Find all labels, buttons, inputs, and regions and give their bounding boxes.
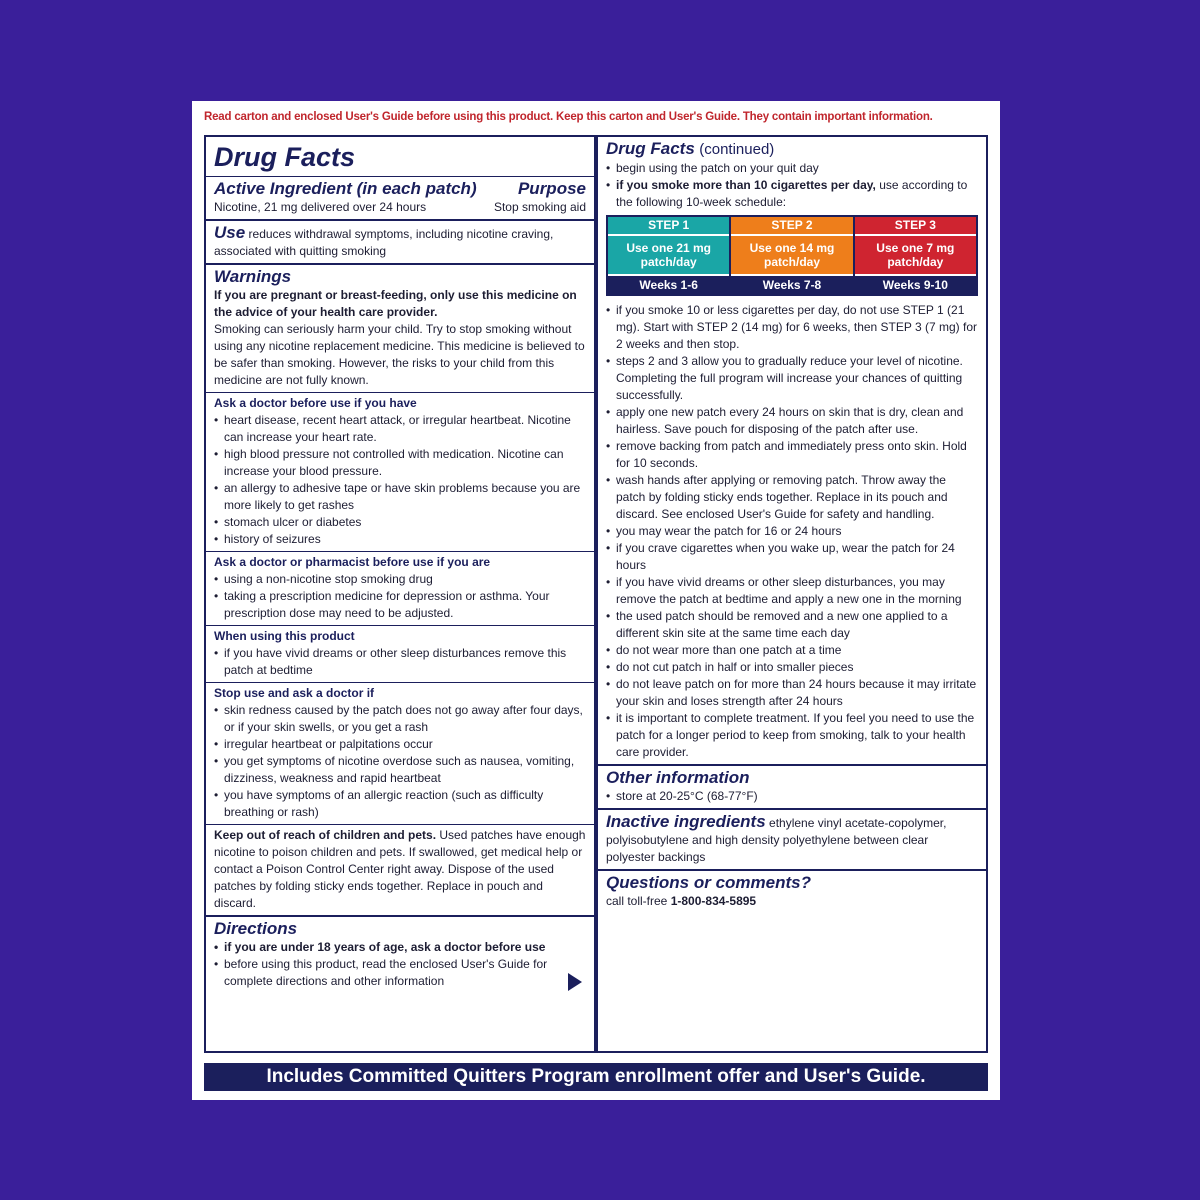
warnings-heading: Warnings [214,267,292,286]
inactive-ingredients-heading: Inactive ingredients [606,812,766,831]
list-item: • do not leave patch on for more than 24 hours because it may irritate your skin and loses strength after 24 hours [606,676,978,710]
list-item: • steps 2 and 3 allow you to gradually reduce your level of nicotine. Completing the full program will increase your chances of quitting successfully. [606,353,978,404]
warnings-section [206,265,594,393]
step-2-label: STEP 2 [731,217,852,236]
step-1-label: STEP 1 [608,217,729,236]
list-item: • taking a prescription medicine for depression or asthma. Your prescription dose may need to be adjusted. [214,588,586,622]
list-item: • it is important to complete treatment. If you feel you need to use the patch for a longer period to keep from smoking, talk to your health care provider. [606,710,978,761]
list-item: • if you smoke 10 or less cigarettes per day, do not use STEP 1 (21 mg). Start with STEP 2 (14 mg) for 6 weeks, then STEP 3 (7 mg) for 2 weeks and then stop. [606,302,978,353]
list-item: • if you are under 18 years of age, ask a doctor before use [214,939,586,956]
right-column [596,135,988,1053]
other-information-section [598,766,986,810]
left-column [204,135,596,1053]
bottom-offer-banner: Includes Committed Quitters Program enrollment offer and User's Guide. [204,1063,988,1091]
step-schedule-table [606,215,978,296]
list-item: • remove backing from patch and immediately press onto skin. Hold for 10 seconds. [606,438,978,472]
list-item: • an allergy to adhesive tape or have skin problems because you are more likely to get rashes [214,480,586,514]
step-2-dose: Use one 14 mg patch/day [731,236,852,274]
directions-heading: Directions [214,919,298,938]
step-1 [608,217,731,294]
other-information-list [606,788,978,805]
list-item: • heart disease, recent heart attack, or irregular heartbeat. Nicotine can increase your heart rate. [214,412,586,446]
questions-heading: Questions or comments? [606,873,811,892]
list-item: • history of seizures [214,531,586,548]
when-using-section [206,626,594,683]
questions-section [598,871,986,913]
ask-doctor-heading: Ask a doctor before use if you have [214,396,417,410]
keep-out-section [206,825,594,917]
questions-prefix: call toll-free [606,894,668,908]
step-2 [731,217,854,294]
step-3-label: STEP 3 [855,217,976,236]
list-item: • stomach ulcer or diabetes [214,514,586,531]
list-item: • you have symptoms of an allergic reaction (such as difficulty breathing or rash) [214,787,586,821]
list-item: • do not cut patch in half or into smaller pieces [606,659,978,676]
active-purpose: Stop smoking aid [493,200,586,214]
step-3-weeks: Weeks 9-10 [855,274,976,294]
list-item: • if you smoke more than 10 cigarettes per day, use according to the following 10-week schedule: [606,177,978,211]
list-item: • using a non-nicotine stop smoking drug [214,571,586,588]
inactive-ingredients-text: ethylene vinyl acetate-copolymer, polyisobutylene and high density polyethylene between clear polyester backings [606,816,947,864]
warnings-bold-text: If you are pregnant or breast-feeding, only use this medicine on the advice of your health care provider. [214,288,577,319]
ask-pharmacist-list [214,571,586,622]
continue-arrow-icon [568,973,582,991]
list-item: • skin redness caused by the patch does not go away after four days, or if your skin swells, or you get a rash [214,702,586,736]
list-item: • you may wear the patch for 16 or 24 hours [606,523,978,540]
ask-doctor-list [214,412,586,548]
title-section [206,137,594,177]
list-item: • do not wear more than one patch at a time [606,642,978,659]
active-ingredient-line: Nicotine, 21 mg delivered over 24 hours [214,200,427,214]
step-1-dose: Use one 21 mg patch/day [608,236,729,274]
intro-list [606,160,978,211]
step-2-weeks: Weeks 7-8 [731,274,852,294]
warnings-text: Smoking can seriously harm your child. Try to stop smoking without using any nicotine replacement medicine. This medicine is believed to be safer than smoking. However, the risks to your child from this medicine are not fully known. [214,322,585,387]
when-using-list [214,645,586,679]
purpose-heading: Purpose [517,179,586,198]
ask-pharmacist-heading: Ask a doctor or pharmacist before use if you are [214,555,491,569]
list-item: • apply one new patch every 24 hours on skin that is dry, clean and hairless. Save pouch for disposing of the patch after use. [606,404,978,438]
use-text: reduces withdrawal symptoms, including nicotine craving, associated with quitting smoking [214,227,554,258]
use-section [206,221,594,265]
directions-list [214,939,586,990]
drug-facts-continued-title: Drug Facts [606,139,695,158]
step-3 [855,217,976,294]
step-1-weeks: Weeks 1-6 [608,274,729,294]
list-item: • if you have vivid dreams or other sleep disturbances, you may remove the patch at bedtime and apply a new one in the morning [606,574,978,608]
active-ingredient-heading: Active Ingredient (in each patch) [214,179,477,198]
drug-facts-title: Drug Facts [214,142,356,172]
continued-section [598,137,986,766]
directions-section [206,917,594,997]
list-item: • wash hands after applying or removing patch. Throw away the patch by folding sticky ends together. Replace in its pouch and discard. See enclosed User's Guide for safety and handling. [606,472,978,523]
inactive-ingredients-section [598,810,986,871]
questions-phone: 1-800-834-5895 [670,894,757,908]
stop-use-heading: Stop use and ask a doctor if [214,686,375,700]
other-information-heading: Other information [606,768,750,787]
top-warning-banner: Read carton and enclosed User's Guide before using this product. Keep this carton and User's Guide. They contain important information. [204,111,933,123]
list-item: • you get symptoms of nicotine overdose such as nausea, vomiting, dizziness, weakness and rapid heartbeat [214,753,586,787]
continued-label: (continued) [699,141,775,158]
direction-details-list [606,302,978,761]
list-item: • store at 20-25°C (68-77°F) [606,788,978,805]
active-ingredient-section [206,177,594,221]
ask-doctor-section [206,393,594,552]
keep-out-text: Used patches have enough nicotine to poison children and pets. If swallowed, get medical help or contact a Poison Control Center right away. Dispose of the used patches by folding sticky ends together. Replace in pouch and discard. [214,828,586,910]
list-item: • before using this product, read the enclosed User's Guide for complete directions and other information [214,956,586,990]
list-item: • if you crave cigarettes when you wake up, wear the patch for 24 hours [606,540,978,574]
when-using-heading: When using this product [214,629,355,643]
use-heading: Use [214,223,246,242]
keep-out-heading: Keep out of reach of children and pets. [214,828,437,842]
stop-use-section [206,683,594,825]
ask-pharmacist-section [206,552,594,626]
list-item: • high blood pressure not controlled with medication. Nicotine can increase your blood pressure. [214,446,586,480]
drug-facts-panel [192,101,1000,1100]
list-item: • the used patch should be removed and a new one applied to a different skin site at the same time each day [606,608,978,642]
list-item: • irregular heartbeat or palpitations occur [214,736,586,753]
list-item: • if you have vivid dreams or other sleep disturbances remove this patch at bedtime [214,645,586,679]
step-3-dose: Use one 7 mg patch/day [855,236,976,274]
stop-use-list [214,702,586,821]
list-item: • begin using the patch on your quit day [606,160,978,177]
